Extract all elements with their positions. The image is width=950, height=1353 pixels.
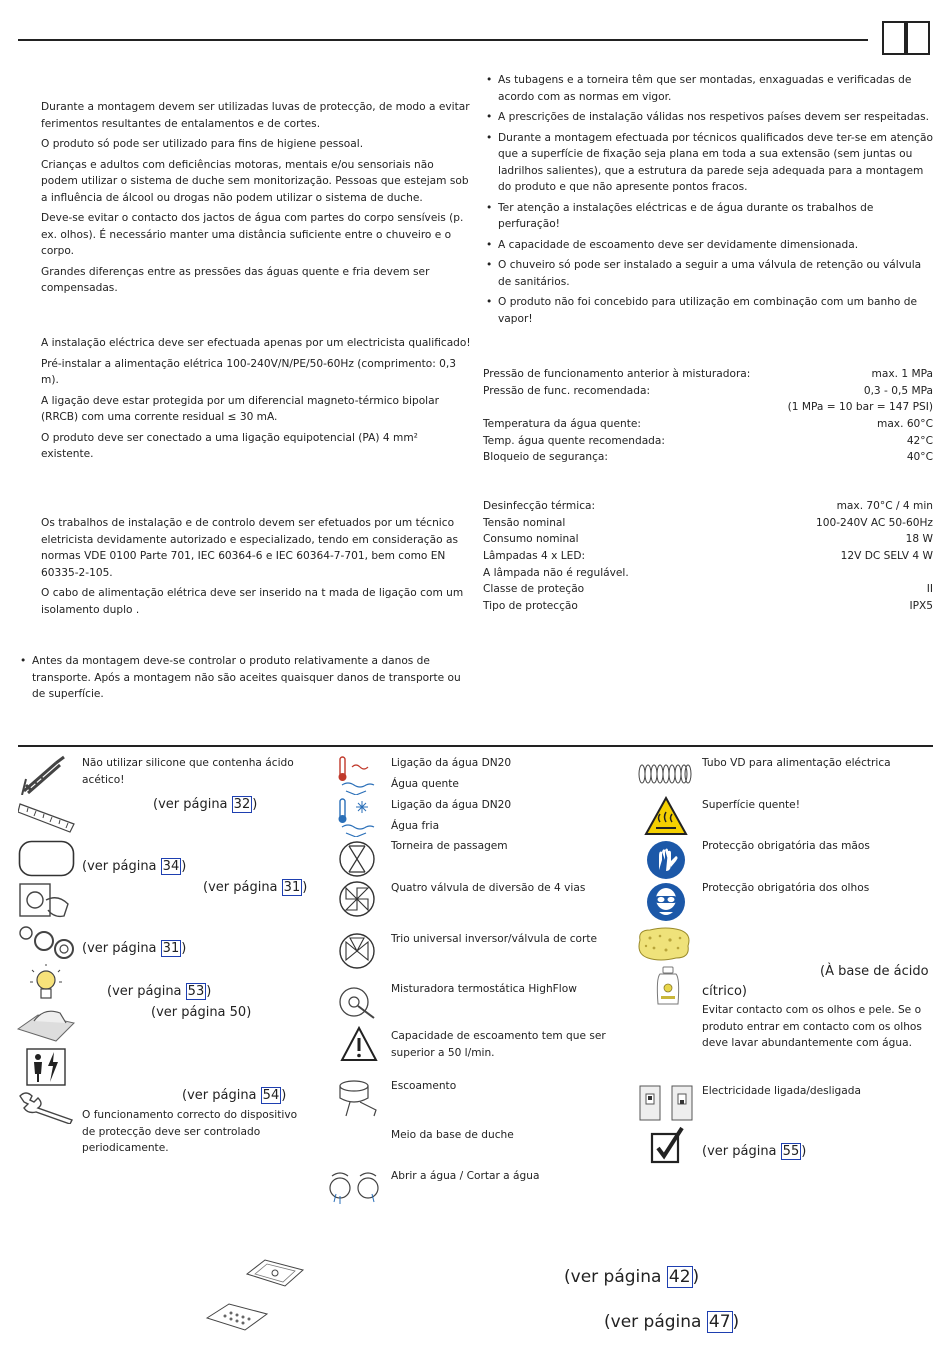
hot-surface-label: Superfície quente! <box>702 799 800 811</box>
spec-table-technical <box>483 498 933 615</box>
ruler-icon <box>18 798 76 840</box>
manual-book-icon <box>881 18 931 62</box>
highflow-thermostat-icon <box>338 982 378 1028</box>
citric-label-line1: (À base de ácido <box>820 964 929 979</box>
drain-capacity-warning: Capacidade de escoamento tem que ser superior a 50 l/min. <box>391 1030 606 1059</box>
cold-water-connection-label: Ligação da água DN20 <box>391 799 512 811</box>
spec-row: Lâmpadas 4 x LED: 12V DC SELV 4 W <box>483 550 933 563</box>
spec-table-pressure-temp <box>483 366 933 466</box>
tray-middle-label: Meio da base de duche <box>391 1129 514 1141</box>
trio-diverter-icon <box>338 932 376 976</box>
citric-cleaner-bottle-icon <box>654 966 682 1012</box>
citric-warning-text: Evitar contacto com os olhos e pele. Se o produto entrar em contacto com os olhos deve lavar abundantemente com água. <box>702 1004 922 1049</box>
goggles-mandatory-icon <box>646 882 686 928</box>
shutoff-valve-label: Torneira de passagem <box>391 840 508 852</box>
spec-row: Classe de proteção II <box>483 583 933 596</box>
hot-water-connection-label: Ligação da água DN20 <box>391 757 512 769</box>
electrical-text-3: A ligação deve estar protegida por um diferencial magneto-térmico bipolar (RRCB) com uma corrente residual ≤ 30 mA. <box>41 394 439 423</box>
electrical-text-2: Pré-instalar a alimentação elétrica 100-240V/N/PE/50-60Hz (comprimento: 0,3 m). <box>41 357 457 386</box>
wrench-icon <box>16 1090 76 1130</box>
protection-check-text: O funcionamento correcto do dispositivo de protecção deve ser controlado periodicamente. <box>82 1109 298 1154</box>
bullet-7: • O produto não foi concebido para utilização em combinação com um banho de vapor! <box>485 294 935 327</box>
ref-page-31a: (ver página 31 ) <box>203 880 308 895</box>
water-on-off-icon <box>326 1170 386 1210</box>
safety-section <box>41 99 471 301</box>
installation-bullets <box>485 72 935 331</box>
electrical-section <box>41 335 471 467</box>
electricity-label: Electricidade ligada/desligada <box>702 1085 861 1097</box>
ref-page-31b: (ver página 31 ) <box>82 941 187 956</box>
bullet-3: • Durante a montagem efectuada por técnicos qualificados deve ter-se em atenção que a superfície de fixação seja plana em toda a sua extensão (sem juntas ou ladrilhos salientes), que a estrutura da parede seja adequada para a montagem do produto e que não apresente pontos fracos. <box>485 130 935 196</box>
spec-row: Pressão de func. recomendada: 0,3 - 0,5 MPa <box>483 384 933 397</box>
citric-label-line2: cítrico) <box>702 984 747 999</box>
hot-water-icon <box>336 755 376 801</box>
four-way-diverter-icon <box>338 880 376 924</box>
spec-row: Consumo nominal 18 W <box>483 533 933 546</box>
bullet-1: • As tubagens e a torneira têm que ser montadas, enxaguadas e verificadas de acordo com as normas em vigor. <box>485 72 935 105</box>
checkbox-tick-icon <box>650 1126 686 1170</box>
ref-page-42: (ver página 42 ) <box>564 1267 700 1287</box>
cleaning-cloth-icon <box>16 1005 76 1049</box>
page-link-31a[interactable]: 31 <box>283 880 301 895</box>
spec-row: Tipo de protecção IPX5 <box>483 600 933 613</box>
bullet-4: • Ter atenção a instalações eléctricas e de água durante os trabalhos de perfuração! <box>485 200 935 233</box>
page-link-55[interactable]: 55 <box>782 1144 800 1159</box>
electricity-switch-icon <box>636 1082 696 1130</box>
gloves-mandatory-icon <box>646 840 686 886</box>
highflow-thermostat-label: Misturadora termostática HighFlow <box>391 983 577 995</box>
safety-text-4: Deve-se evitar o contacto dos jactos de água com partes do corpo sensíveis (p. ex. olhos). É necessário manter uma distância suficiente entre o chuveiro e o corpo. <box>41 212 464 257</box>
page-link-32[interactable]: 32 <box>233 797 251 812</box>
warning-triangle-icon <box>340 1026 378 1068</box>
shower-tray-icon <box>243 1256 307 1296</box>
silicone-warning-text: Não utilizar silicone que contenha ácido acético! <box>82 757 294 786</box>
silicone-gun-icon <box>20 755 70 801</box>
trio-diverter-label: Trio universal inversor/válvula de corte <box>391 933 598 945</box>
water-on-off-label: Abrir a água / Cortar a água <box>391 1170 540 1182</box>
sponge-icon <box>636 926 692 968</box>
ref-page-47: (ver página 47 ) <box>604 1312 740 1332</box>
spec-row: Temp. água quente recomendada: 42°C <box>483 434 933 447</box>
cold-water-label: Água fria <box>391 820 440 832</box>
page-link-47[interactable]: 47 <box>708 1312 731 1332</box>
socket-plug-icon <box>18 880 70 926</box>
hot-water-label: Água quente <box>391 778 459 790</box>
electrician-warning-icon <box>26 1048 66 1092</box>
drain-label: Escoamento <box>391 1080 457 1092</box>
spec-row: Desinfecção térmica: max. 70°C / 4 min <box>483 500 933 512</box>
page-link-34[interactable]: 34 <box>162 859 180 874</box>
page-link-53[interactable]: 53 <box>187 984 205 999</box>
fittings-icon <box>18 923 76 965</box>
ref-page-32: (ver página 32 ) <box>153 797 258 812</box>
four-way-diverter-label: Quatro válvula de diversão de 4 vias <box>391 882 586 894</box>
page-link-31b[interactable]: 31 <box>162 941 180 956</box>
rounded-rectangle-icon <box>18 840 76 884</box>
ref-page-55: (ver página 55 ) <box>702 1144 807 1159</box>
lightbulb-icon <box>30 964 62 1008</box>
electrical-text-4: O produto deve ser conectado a uma ligação equipotencial (PA) 4 mm² existente. <box>41 431 418 460</box>
spec-row: Tensão nominal 100-240V AC 50-60Hz <box>483 516 933 529</box>
spec-row: A lâmpada não é regulável. <box>483 566 629 579</box>
safety-text-1: Durante a montagem devem ser utilizadas luvas de protecção, de modo a evitar ferimentos resultantes de entalamentos e de cortes. <box>41 101 470 130</box>
symbols-divider <box>18 745 933 747</box>
transport-bullet: • Antes da montagem deve-se controlar o produto relativamente a danos de transporte. Após a montagem não são aceites quaisquer danos de transporte ou de superfície. <box>19 653 471 703</box>
installation-text-2: O cabo de alimentação elétrica deve ser inserido na t mada de ligação com um isolamento duplo . <box>41 587 464 616</box>
bullet-6: • O chuveiro só pode ser instalado a seguir a uma válvula de retenção ou válvula de sanitários. <box>485 257 935 290</box>
top-rule <box>18 39 868 41</box>
bullet-5: • A capacidade de escoamento deve ser devidamente dimensionada. <box>485 237 935 254</box>
safety-text-2: O produto só pode ser utilizado para fins de higiene pessoal. <box>41 138 364 150</box>
safety-text-3: Crianças e adultos com deficiências motoras, mentais e/ou sensoriais não podem utilizar o sistema de duche sem monitorização. Pessoas que estejam sob a influência de álcool ou drogas não podem utilizar o sistema de duche. <box>41 158 469 204</box>
spec-row: Pressão de funcionamento anterior à misturadora: max. 1 MPa <box>483 368 933 380</box>
shutoff-valve-icon <box>338 840 376 884</box>
bullet-2: • A prescrições de instalação válidas nos respetivos países devem ser respeitadas. <box>485 109 935 126</box>
spec-row: Bloqueio de segurança: 40°C <box>483 451 933 464</box>
drain-icon <box>334 1076 380 1126</box>
transport-bullet-list <box>19 653 471 707</box>
drain-cover-icon <box>205 1300 269 1340</box>
hot-surface-icon <box>644 796 688 842</box>
page-link-42[interactable]: 42 <box>668 1267 691 1287</box>
spec-row: (1 MPa = 10 bar = 147 PSI) <box>787 401 933 414</box>
hand-protection-label: Protecção obrigatória das mãos <box>702 840 870 852</box>
vd-tube-icon <box>638 764 692 790</box>
eye-protection-label: Protecção obrigatória dos olhos <box>702 882 870 894</box>
ref-page-54: (ver página 54 ) <box>182 1088 287 1103</box>
safety-text-5: Grandes diferenças entre as pressões das águas quente e fria devem ser compensadas. <box>41 265 430 294</box>
electrical-text-1: A instalação eléctrica deve ser efectuada apenas por um electricista qualificado! <box>41 337 471 349</box>
ref-page-34: (ver página 34 ) <box>82 859 187 874</box>
ref-page-50: (ver página 50) <box>151 1005 252 1020</box>
spec-row: Temperatura da água quente: max. 60°C <box>483 418 933 431</box>
installation-text-1: Os trabalhos de instalação e de controlo devem ser efetuados por um técnico eletricista devidamente autorizado e especializado, tendo em consideração as normas VDE 0100 Parte 701, IEC 60364-6 e IEC 60364-7-701, bem como EN 60335-2-105. <box>41 517 458 579</box>
installation-section <box>41 515 471 622</box>
cold-water-icon <box>336 797 376 843</box>
page-link-54[interactable]: 54 <box>262 1088 280 1103</box>
vd-tube-label: Tubo VD para alimentação eléctrica <box>702 757 891 769</box>
ref-page-53: (ver página 53 ) <box>107 984 212 999</box>
